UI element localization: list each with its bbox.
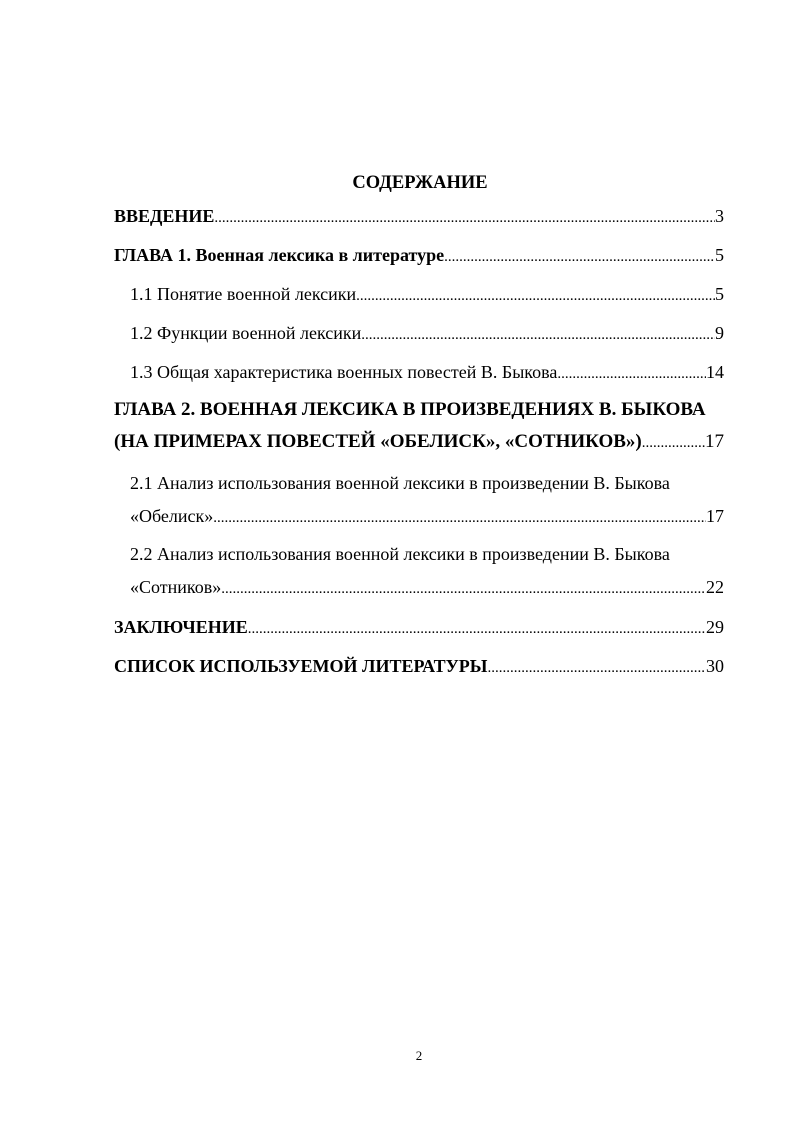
toc-entry-text: 1.1 Понятие военной лексики: [130, 284, 357, 304]
toc-page-number: 22: [706, 577, 724, 597]
toc-entry-2-1[interactable]: [130, 471, 724, 530]
toc-entry-text: ГЛАВА 1. Военная лексика в литературе: [114, 245, 445, 265]
toc-entry-1-1[interactable]: [130, 282, 724, 308]
toc-page-number: 14: [706, 362, 724, 382]
toc-page-number: 17: [705, 431, 724, 452]
toc-leader-dots: [356, 284, 715, 308]
toc-entry-text: СПИСОК ИСПОЛЬЗУЕМОЙ ЛИТЕРАТУРЫ: [114, 656, 488, 676]
toc-entry-references[interactable]: [114, 654, 724, 680]
toc-entry-text: 1.2 Функции военной лексики: [130, 323, 362, 343]
toc-leader-dots: [214, 206, 715, 230]
toc-entry-text: 1.3 Общая характеристика военных повестей В. Быкова: [130, 362, 558, 382]
toc-page-number: 5: [715, 245, 724, 265]
toc-entry-text-line-1: 2.1 Анализ использования военной лексики в произведении В. Быкова: [130, 473, 670, 493]
toc-leader-dots: [221, 577, 706, 601]
toc-page-number: 17: [706, 506, 724, 526]
page-number: 2: [415, 1048, 423, 1063]
toc-entry-conclusion[interactable]: [114, 615, 724, 641]
toc-entry-2-2[interactable]: [130, 542, 724, 601]
toc-page-number: 30: [706, 656, 724, 676]
toc-entry-text-line-1: 2.2 Анализ использования военной лексики в произведении В. Быкова: [130, 544, 670, 564]
toc-leader-dots: [248, 617, 706, 641]
toc-entry-chapter-1[interactable]: [114, 243, 724, 269]
toc-leader-dots: [361, 323, 715, 347]
toc-entry-text-line-2: «Обелиск»: [130, 506, 214, 526]
toc-page-number: 9: [715, 323, 724, 343]
toc-title: СОДЕРЖАНИЕ: [352, 173, 488, 193]
toc-page-number: 29: [706, 617, 724, 637]
toc-entry-text: ВВЕДЕНИЕ: [114, 206, 215, 226]
toc-entry-text: ЗАКЛЮЧЕНИЕ: [114, 617, 248, 637]
toc-leader-dots: [487, 656, 706, 680]
toc-page-number: 3: [715, 206, 724, 226]
toc-entry-1-2[interactable]: [130, 321, 724, 347]
toc-entry-text-line-2: «Сотников»: [130, 577, 222, 597]
toc-leader-dots: [557, 362, 706, 386]
toc-leader-dots: [642, 431, 705, 455]
toc-leader-dots: [213, 506, 706, 530]
toc-entry-text-line-1: ГЛАВА 2. ВОЕННАЯ ЛЕКСИКА В ПРОИЗВЕДЕНИЯХ В. БЫКОВА: [114, 399, 706, 420]
toc-entry-1-3[interactable]: [130, 360, 724, 386]
toc-page-number: 5: [715, 284, 724, 304]
toc-leader-dots: [444, 245, 715, 269]
toc-entry-chapter-2[interactable]: [114, 398, 724, 455]
toc-entry-introduction[interactable]: [114, 204, 724, 230]
toc-entry-text-line-2: (НА ПРИМЕРАХ ПОВЕСТЕЙ «ОБЕЛИСК», «СОТНИКОВ»): [114, 431, 642, 452]
